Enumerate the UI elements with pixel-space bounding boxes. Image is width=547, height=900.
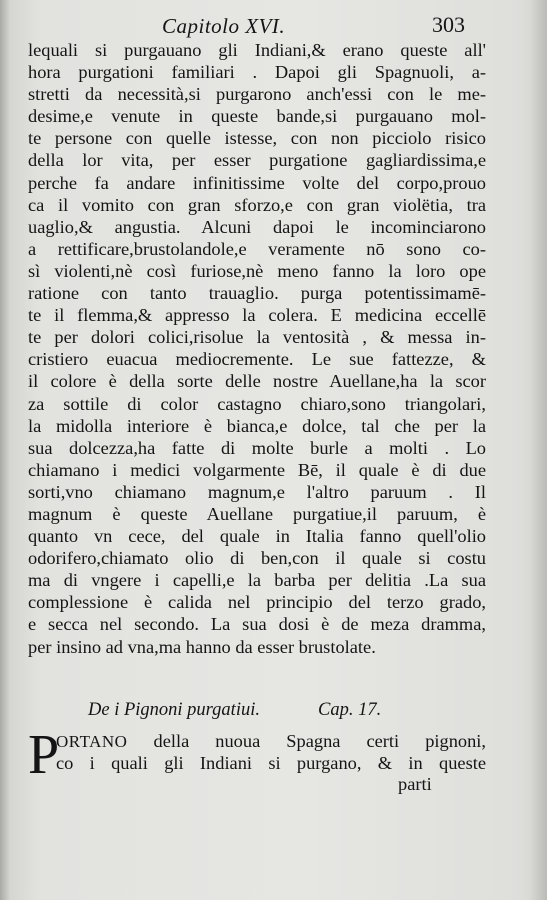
- chapter-heading: [88, 700, 508, 726]
- text-line: perche fa andare infinitissime volte del corpo,prouo: [28, 172, 486, 193]
- lead-word: ORTANO: [56, 732, 128, 751]
- text-line: te per dolori colici,risolue la ventosità , & messa in-: [28, 327, 486, 348]
- text-line: e secca nel secondo. La sua dosi è de meza dramma,: [28, 614, 486, 635]
- page-header: [0, 10, 547, 38]
- text-line: sì violenti,nè così furiose,nè meno fanno la loro ope: [28, 260, 486, 281]
- text-line: sua dolcezza,ha fatte di molte burle a molti . Lo: [28, 437, 486, 458]
- text-line: la midolla interiore è bianca,e dolce, tal che per la: [28, 415, 486, 436]
- text-line: te il flemma,& appresso la colera. E medicina eccellē: [28, 305, 486, 326]
- text-line: odorifero,chiamato olio di ben,con il quale si costu: [28, 548, 486, 569]
- text-line: complessione è calida nel principio del terzo grado,: [28, 592, 486, 613]
- chapter-title: De i Pignoni purgatiui.: [88, 700, 260, 720]
- text-line: za sottile di color castagno chiaro,sono triangolari,: [28, 393, 486, 414]
- text-line: stretti da necessità,si purgarono anch'essi con le me-: [28, 84, 486, 105]
- text-line: della lor vita, per esser purgatione gagliardissima,e: [28, 150, 486, 171]
- page-number: 303: [432, 12, 465, 37]
- text-line: ratione con tanto trauaglio. purga potentissimamē-: [28, 283, 486, 304]
- running-head: Capitolo XVI.: [162, 14, 286, 38]
- chapter-number: Cap. 17.: [318, 700, 382, 720]
- drop-cap: P: [28, 724, 60, 786]
- text-line: a rettificare,brustolandole,e veramente nō sono co-: [28, 238, 486, 259]
- text-line: lequali si purgauano gli Indiani,& erano queste all': [28, 40, 486, 60]
- page-edge-shadow: [517, 0, 547, 900]
- text-line: il colore è della sorte delle nostre Auellane,ha la scor: [28, 371, 486, 392]
- body-text: [28, 39, 486, 658]
- text-line: desime,e venute in queste bande,si purgauano mol-: [28, 106, 486, 127]
- text-line: uaglio,& angustia. Alcuni dapoi le incominciarono: [28, 216, 486, 237]
- catchword: parti: [398, 774, 432, 794]
- text-line: cristiero euacua mediocremente. Le sue fattezze, &: [28, 349, 486, 370]
- first-line: [56, 730, 486, 752]
- text-line: ma di vngere i capelli,e la barba per delitia .La sua: [28, 570, 486, 591]
- text-line: hora purgationi familiari . Dapoi gli Spagnuoli, a-: [28, 62, 486, 83]
- text-line: per insino ad vna,ma hanno da esser brustolate.: [28, 636, 376, 657]
- text-line: magnum è queste Auellane purgatiue,il paruum, è: [28, 503, 486, 524]
- first-line-text: della nuoua Spagna certi pignoni,: [127, 731, 486, 751]
- text-line: chiamano i medici volgarmente Bē, il quale è di due: [28, 459, 486, 480]
- text-line: te persone con quelle istesse, con non picciolo risico: [28, 128, 486, 149]
- text-line: sorti,vno chiamano magnum,e l'altro paruum . Il: [28, 481, 486, 502]
- text-line: ca il vomito con gran sforzo,e con gran violëtia, tra: [28, 194, 486, 215]
- text-line: quanto vn cece, del quale in Italia fanno quell'olio: [28, 526, 486, 547]
- text-line: co i quali gli Indiani si purgano, & in queste: [56, 753, 486, 774]
